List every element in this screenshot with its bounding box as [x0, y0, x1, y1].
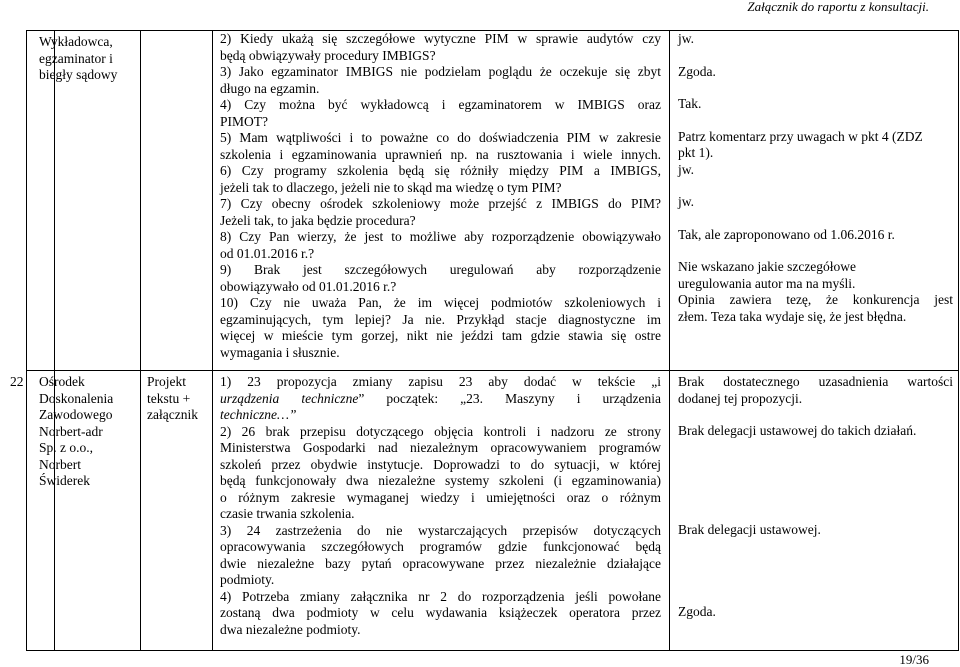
response-text: Zgoda.: [678, 604, 716, 619]
author-line: Norbert-adr: [39, 423, 103, 439]
remark-line: od 01.01.2016 r.?: [220, 245, 315, 261]
type-line: załącznik: [147, 407, 198, 422]
page-number: 19/36: [899, 652, 929, 667]
remark-line: długo na egzamin.: [220, 80, 320, 96]
author-line: Doskonalenia: [39, 390, 114, 406]
response-text: Zgoda.: [678, 63, 716, 79]
author-line: Sp. z o.o.,: [39, 440, 93, 455]
remark-line: 7) Czy obecny ośrodek szkoleniowy może przejść z IMBIGS do PIM?: [220, 196, 661, 211]
row2-responses: [678, 374, 953, 621]
column-divider: [54, 31, 55, 650]
remark-line: jeżeli tak to dlaczego, jeżeli nie to skąd ma wiedzę o tym PIM?: [220, 179, 562, 195]
remark-line: obowiązywało od 01.01.2016 r.?: [220, 278, 397, 294]
remark-line: 3) 24 zastrzeżenia do nie wystarczających przepisów dotyczących: [220, 522, 661, 538]
response-text: jw.: [678, 194, 694, 209]
remark-line: 6) Czy programy szkolenia będą się różniły między PIM a IMBIGS,: [220, 163, 661, 178]
remark-line: [220, 391, 661, 408]
row2-type: [147, 374, 211, 424]
response-text: Brak delegacji ustawowej do takich działań.: [678, 423, 917, 438]
remark-line: 9) Brak jest szczegółowych uregulowań aby rozporządzenie: [220, 262, 661, 277]
response-text: złem. Teza taka wydaje się, że jest błędna.: [678, 308, 907, 324]
remark-line: 5) Mam wątpliwości i to poważne co do doświadczenia PIM w zakresie: [220, 130, 661, 145]
document-header: Załącznik do raportu z konsultacji.: [747, 0, 929, 14]
response-text: dodanej tej propozycji.: [678, 390, 803, 406]
remark-line: 10) Czy nie uważa Pan, że im więcej podmiotów szkoleniowych i: [220, 295, 661, 310]
remark-line: podmioty.: [220, 572, 275, 587]
response-text: Patrz komentarz przy uwagach w pkt 4 (ZDZ: [678, 128, 923, 144]
row1-responses: [678, 31, 953, 325]
remark-line: czasie trwania szkolenia.: [220, 506, 355, 521]
response-text: pkt 1).: [678, 145, 714, 160]
remark-line: Jeżeli tak, to jaka będzie procedura?: [220, 212, 416, 228]
type-line: Projekt: [147, 374, 186, 389]
remark-line: 8) Czy Pan wierzy, że jest to możliwe aby rozporządzenie obowiązywało: [220, 229, 661, 244]
remark-line: o różnym zakresie wymaganej wiedzy i umiejętności oraz o różnym: [220, 489, 661, 505]
row1-remarks: [220, 31, 661, 361]
response-text: uregulowania autor ma na myśli.: [678, 275, 856, 291]
remark-line: wymagania i słusznie.: [220, 344, 340, 360]
remark-line: szkolenia i egzaminowania uprawnień np. na rusztowania i wiele innych.: [220, 146, 661, 162]
row1-author: [39, 34, 137, 84]
row2-remarks: [220, 374, 661, 638]
remark-line: 3) Jako egzaminator IMBIGS nie podzielam poglądu że oczekuje się zbyt: [220, 64, 661, 79]
remark-line: szkoleń przez obydwie instytucje. Doprowadzi to do sytuacji, w której: [220, 456, 661, 472]
type-line: tekstu +: [147, 390, 191, 406]
remark-line: dwa niezależne podmioty.: [220, 621, 361, 637]
remark-line: egzaminujących, tym lepiej? Ja nie. Przykłąd stacje diagnostyczne im: [220, 311, 661, 327]
author-line: Ośrodek: [39, 374, 85, 389]
remark-line: więcej w mieście tym gorzej, nikt nie jeździ tam gdzie stawia się ostre: [220, 328, 661, 343]
remark-line: 4) Potrzeba zmiany załącznika nr 2 do rozporządzenia jeśli powołane: [220, 588, 661, 604]
response-text: Brak dostatecznego uzasadnienia wartości: [678, 374, 953, 389]
author-line: biegły sądowy: [39, 67, 118, 82]
remark-line: PIMOT?: [220, 113, 268, 129]
author-line: Norbert: [39, 456, 81, 472]
remark-line: opracowywania szczegółowych programów gdzie funkcjonować będą: [220, 539, 661, 554]
remark-line: 2) Kiedy ukażą się szczegółowe wytyczne PIM w sprawie audytów czy: [220, 31, 661, 46]
remark-line: 1) 23 propozycja zmiany zapisu 23 aby dodać w tekście „i: [220, 374, 661, 389]
response-text: jw.: [678, 31, 694, 46]
column-divider: [212, 31, 213, 650]
remark-line: będą obwiązywały procedury IMBIGS?: [220, 47, 436, 63]
response-text: Opinia zawiera tezę, że konkurencja jest: [678, 292, 953, 307]
remark-line: zostaną dwa podmioty w celu wydawania książeczek operatora przez: [220, 605, 661, 620]
remark-line: Ministerstwa Gospodarki nad niezależnym opracowywaniem programów: [220, 440, 661, 455]
remark-line: 4) Czy można być wykładowcą i egzaminatorem w IMBIGS oraz: [220, 97, 661, 112]
remark-text: ” początek: „23. Maszyny i urządzenia: [358, 390, 661, 406]
author-line: Świderek: [39, 473, 90, 488]
row-divider: [27, 370, 958, 371]
column-divider: [140, 31, 141, 650]
author-line: Wykładowca,: [39, 34, 113, 49]
remark-line: techniczne…”: [220, 407, 297, 422]
consultation-table: [10, 30, 959, 651]
remark-line: 2) 26 brak przepisu dotyczącego objęcia kontroli i nadzoru ze strony: [220, 423, 661, 439]
remark-line: dwie niezależne bazy pytań opracowywane przez niezależnie działające: [220, 555, 661, 571]
author-line: Zawodowego: [39, 407, 113, 422]
remark-line: będą funkcjonowały dwa niezależne systemy szkoleni (i egzaminowania): [220, 473, 661, 488]
author-line: egzaminator i: [39, 50, 113, 66]
response-text: Nie wskazano jakie szczegółowe: [678, 259, 857, 274]
row-number: 22: [10, 374, 24, 389]
row2-author: [39, 374, 137, 490]
response-text: Tak.: [678, 96, 702, 111]
response-text: jw.: [678, 161, 694, 177]
column-divider: [669, 31, 670, 650]
response-text: Tak, ale zaproponowano od 1.06.2016 r.: [678, 226, 895, 242]
response-text: Brak delegacji ustawowej.: [678, 521, 821, 537]
remark-italic-text: urządzenia techniczne: [220, 390, 359, 406]
